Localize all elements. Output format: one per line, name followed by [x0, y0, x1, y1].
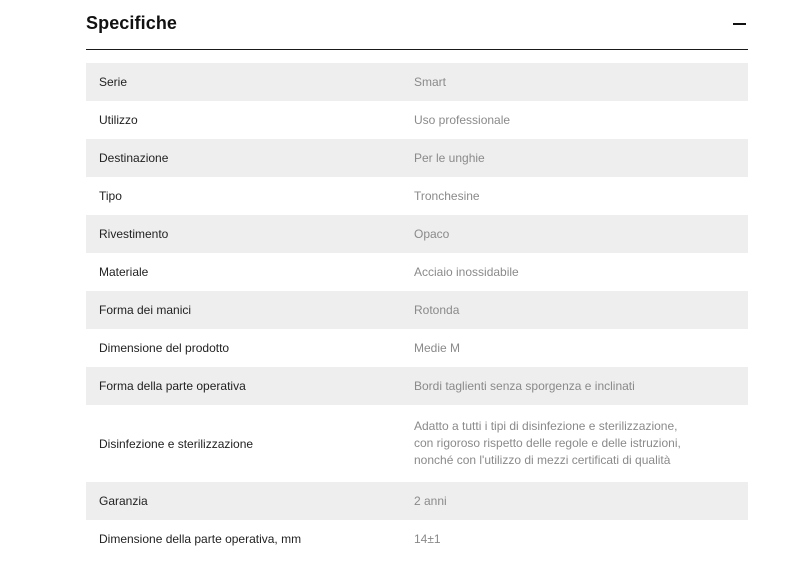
specs-table	[86, 63, 748, 558]
spec-value: Acciaio inossidabile	[414, 264, 519, 279]
spec-row-dimensione-parte-operativa	[86, 520, 748, 558]
spec-row-serie	[86, 63, 748, 101]
spec-key: Rivestimento	[99, 227, 169, 241]
spec-row-tipo	[86, 177, 748, 215]
specs-header[interactable]	[86, 0, 748, 50]
spec-row-utilizzo	[86, 101, 748, 139]
spec-value: Bordi taglienti senza sporgenza e inclinati	[414, 378, 635, 393]
spec-key: Disinfezione e sterilizzazione	[99, 436, 254, 451]
spec-key: Forma della parte operativa	[99, 379, 246, 393]
spec-value: Rotonda	[414, 302, 460, 317]
spec-value	[414, 418, 748, 469]
spec-key: Serie	[99, 75, 128, 89]
spec-value: 14±1	[414, 531, 441, 546]
spec-key: Tipo	[99, 189, 122, 203]
spec-key: Dimensione del prodotto	[99, 341, 230, 355]
spec-value: Per le unghie	[414, 150, 485, 165]
spec-value: Medie M	[414, 340, 461, 355]
spec-row-rivestimento	[86, 215, 748, 253]
specs-title: Specifiche	[86, 13, 178, 33]
spec-key: Garanzia	[99, 494, 148, 508]
spec-value-line: Adatto a tutti i tipi di disinfezione e sterilizzazione,	[414, 419, 678, 433]
spec-value: Tronchesine	[414, 188, 480, 203]
spec-value: Smart	[414, 74, 447, 89]
spec-key: Materiale	[99, 265, 149, 279]
spec-key: Dimensione della parte operativa, mm	[99, 532, 302, 546]
spec-row-forma-manici	[86, 291, 748, 329]
spec-row-materiale	[86, 253, 748, 291]
spec-row-garanzia	[86, 482, 748, 520]
spec-key: Forma dei manici	[99, 303, 192, 317]
spec-row-dimensione-prodotto	[86, 329, 748, 367]
spec-value-line: nonché con l'utilizzo di mezzi certificati di qualità	[414, 453, 671, 467]
spec-value: Opaco	[414, 226, 450, 241]
spec-value: 2 anni	[414, 493, 447, 508]
spec-value: Uso professionale	[414, 112, 511, 127]
spec-key: Destinazione	[99, 151, 169, 165]
spec-key: Utilizzo	[99, 113, 138, 127]
spec-row-destinazione	[86, 139, 748, 177]
spec-row-forma-parte-operativa	[86, 367, 748, 405]
specs-panel	[86, 0, 748, 558]
spec-row-disinfezione	[86, 405, 748, 482]
minus-icon[interactable]	[733, 17, 747, 31]
spec-value-line: con rigoroso rispetto delle regole e delle istruzioni,	[414, 436, 681, 450]
